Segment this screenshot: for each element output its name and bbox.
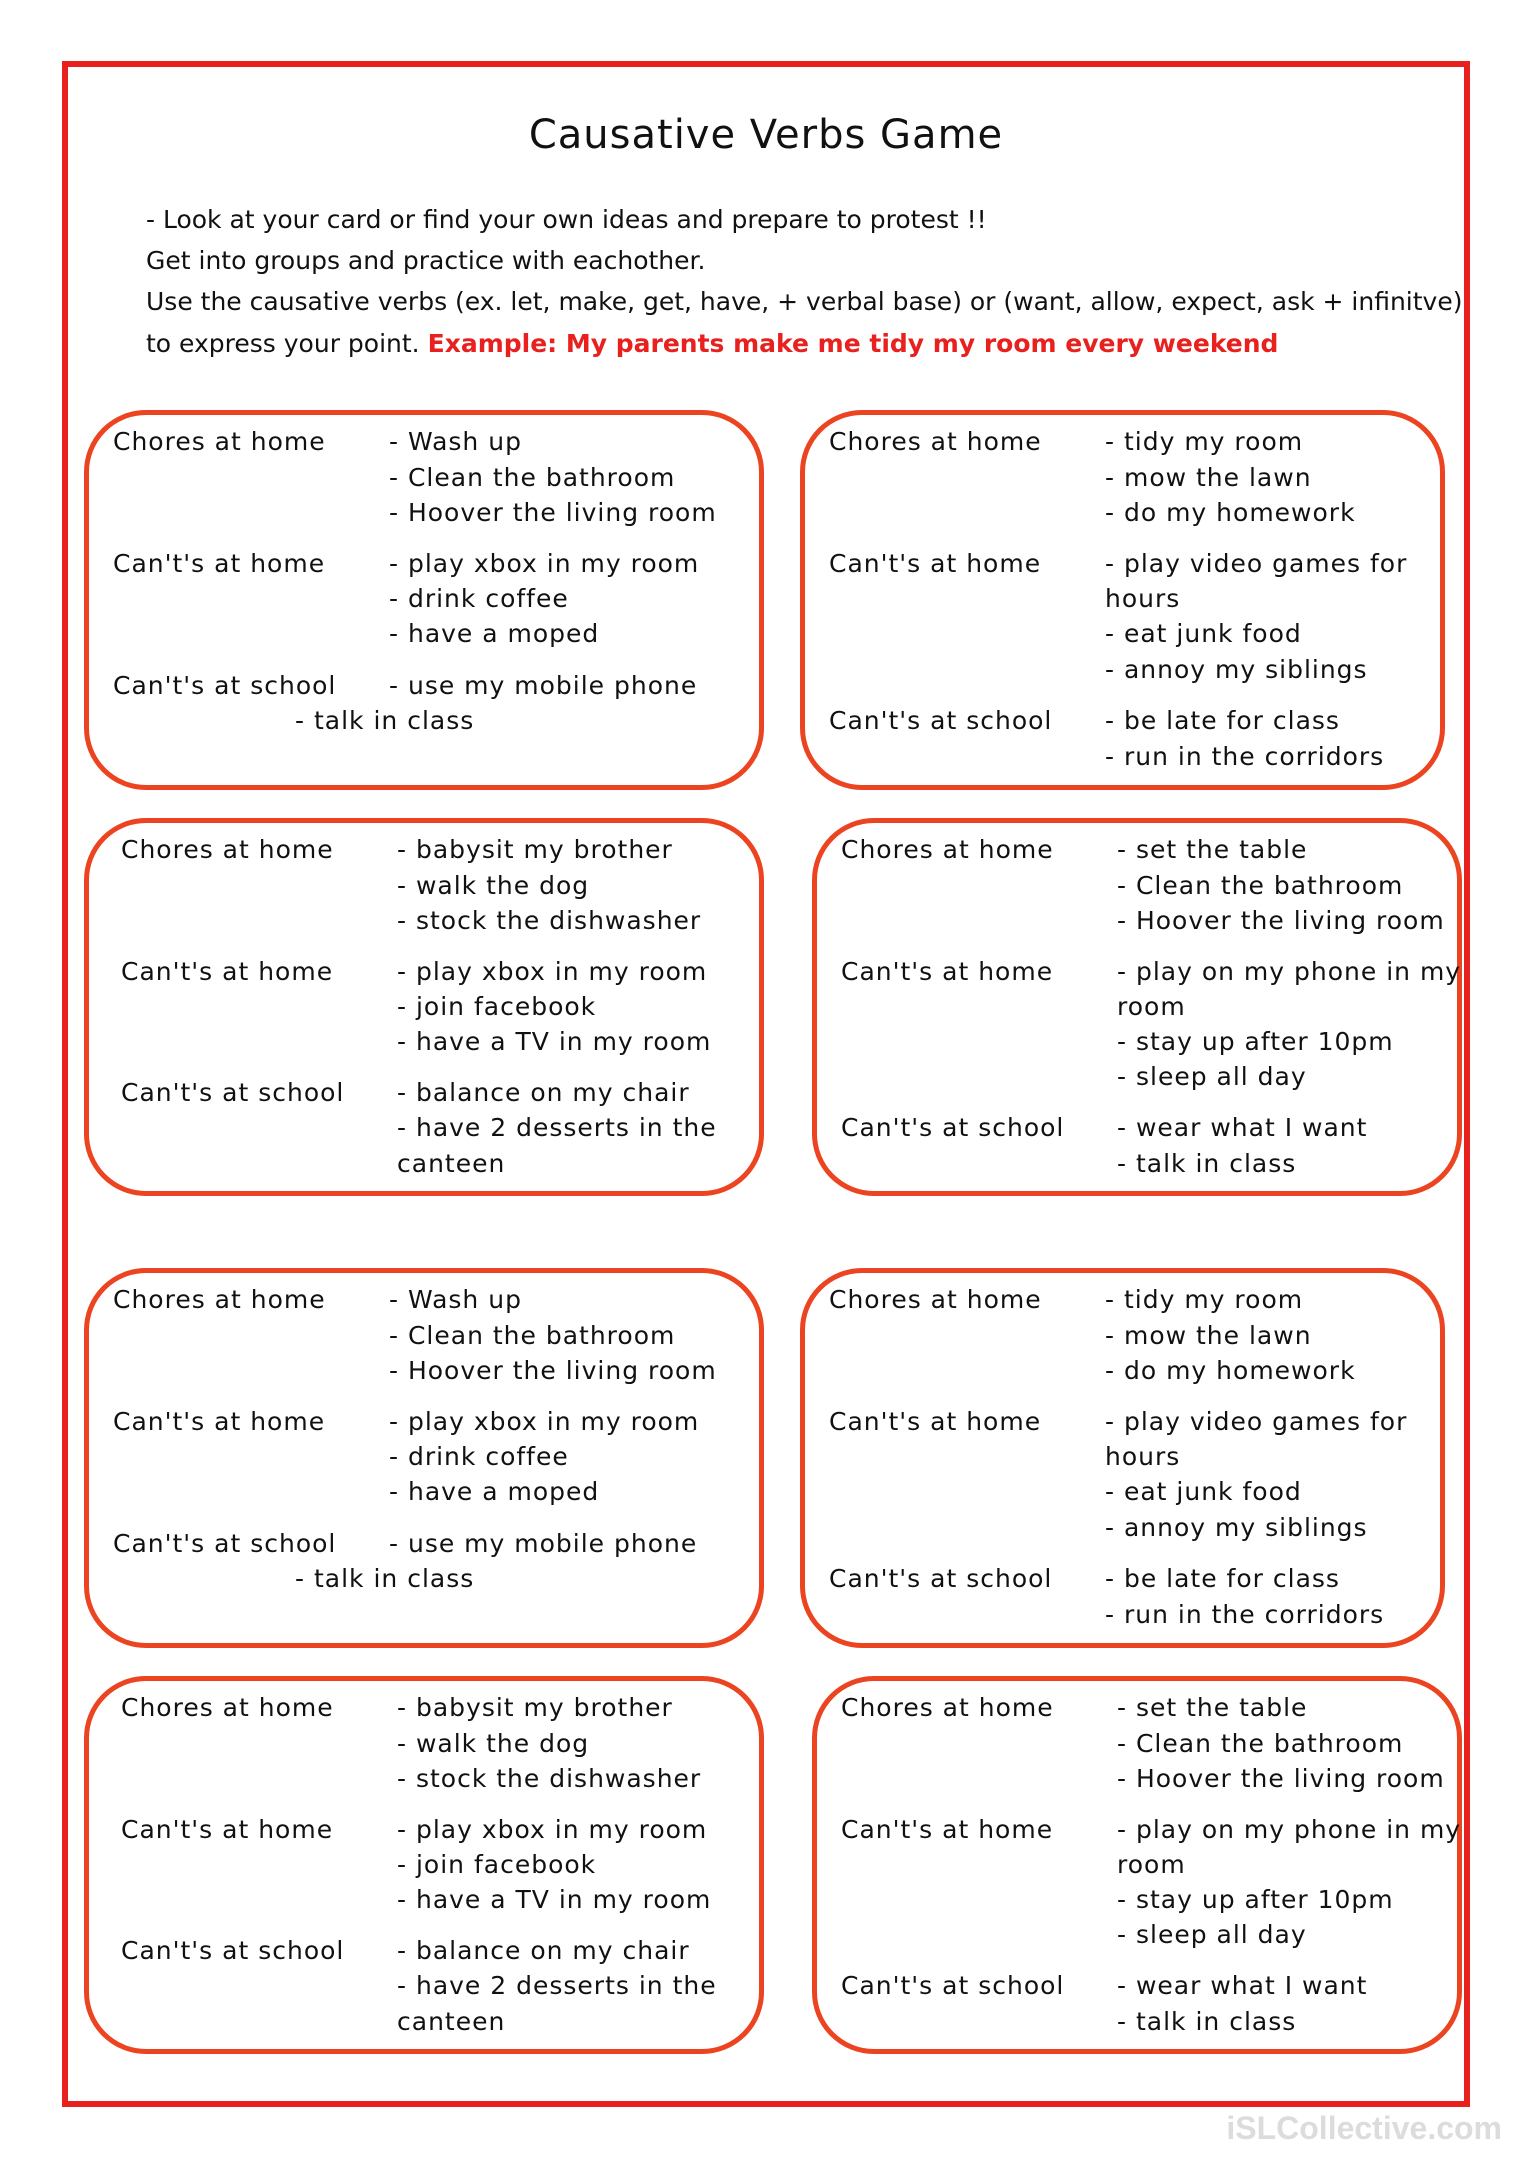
card-item: - join facebook (397, 1850, 597, 1879)
card-item: - play video games for (1105, 549, 1408, 578)
card-item: - annoy my siblings (1105, 1513, 1368, 1542)
card-item: - Clean the bathroom (389, 463, 676, 492)
card-category: Can't's at home (121, 1815, 334, 1844)
card-item: hours (1105, 1442, 1181, 1471)
card-item: - wear what I want (1117, 1971, 1368, 2000)
card-item: - stay up after 10pm (1117, 1885, 1394, 1914)
card-item: - balance on my chair (397, 1936, 690, 1965)
card-item: - do my homework (1105, 1356, 1356, 1385)
card-category: Can't's at school (841, 1113, 1065, 1142)
watermark: iSLCollective.com (1226, 2110, 1502, 2146)
page-title: Causative Verbs Game (528, 112, 1004, 158)
card-category: Chores at home (841, 835, 1054, 864)
card-item: - have 2 desserts in the (397, 1971, 717, 2000)
card-item: - Hoover the living room (389, 1356, 717, 1385)
card-item: canteen (397, 2007, 506, 2036)
card (84, 818, 764, 1196)
card-category: Can't's at home (841, 957, 1054, 986)
card-category: Can't's at school (829, 706, 1053, 735)
card-category: Chores at home (113, 427, 326, 456)
card-item: - stock the dishwasher (397, 1764, 702, 1793)
card-category: Can't's at school (121, 1936, 345, 1965)
card-item: hours (1105, 584, 1181, 613)
card-item: - stay up after 10pm (1117, 1027, 1394, 1056)
card-item: - stock the dishwasher (397, 906, 702, 935)
card-item: - Clean the bathroom (1117, 1729, 1404, 1758)
card (812, 1676, 1462, 2054)
card-item: - use my mobile phone (389, 1529, 698, 1558)
card-item: - babysit my brother (397, 835, 673, 864)
card (800, 1268, 1445, 1648)
card (84, 1268, 764, 1648)
card-item: room (1117, 992, 1186, 1021)
card-item: - drink coffee (389, 1442, 569, 1471)
card-category: Chores at home (121, 1693, 334, 1722)
card (84, 410, 764, 790)
card-item: - talk in class (295, 706, 475, 735)
card (84, 1676, 764, 2054)
card-item: - use my mobile phone (389, 671, 698, 700)
card-item: - play xbox in my room (397, 1815, 708, 1844)
card-item: - Hoover the living room (389, 498, 717, 527)
instruction-line: Use the causative verbs (ex. let, make, get, have, + verbal base) or (want, allow, expect, ask + infinitve) (146, 287, 1463, 316)
card-category: Can't's at school (829, 1564, 1053, 1593)
card-item: - sleep all day (1117, 1920, 1307, 1949)
instruction-text: to express your point. (146, 329, 420, 358)
card-item: - mow the lawn (1105, 1321, 1312, 1350)
card-item: - babysit my brother (397, 1693, 673, 1722)
card-category: Can't's at home (121, 957, 334, 986)
card-category: Can't's at home (113, 1407, 326, 1436)
card-category: Can't's at home (829, 549, 1042, 578)
card-item: - have a moped (389, 1477, 600, 1506)
card-item: - do my homework (1105, 498, 1356, 527)
card-item: - set the table (1117, 835, 1308, 864)
card-item: - eat junk food (1105, 1477, 1302, 1506)
example-sentence: Example: My parents make me tidy my room every weekend (427, 329, 1279, 358)
card-item: - play on my phone in my (1117, 957, 1462, 986)
card-item: canteen (397, 1149, 506, 1178)
card-item: - play xbox in my room (397, 957, 708, 986)
card-category: Chores at home (121, 835, 334, 864)
card-item: - have 2 desserts in the (397, 1113, 717, 1142)
card-item: - have a TV in my room (397, 1027, 712, 1056)
card-item: - talk in class (295, 1564, 475, 1593)
card-category: Chores at home (841, 1693, 1054, 1722)
card-category: Can't's at home (113, 549, 326, 578)
instruction-line: - Look at your card or find your own ideas and prepare to protest !! (146, 205, 987, 234)
card-category: Chores at home (829, 1285, 1042, 1314)
card-item: - run in the corridors (1105, 1600, 1385, 1629)
card-category: Can't's at school (121, 1078, 345, 1107)
card-item: - Wash up (389, 1285, 522, 1314)
card-item: - drink coffee (389, 584, 569, 613)
card-item: - Hoover the living room (1117, 1764, 1445, 1793)
instruction-line (146, 329, 1278, 358)
card-item: - Clean the bathroom (1117, 871, 1404, 900)
card-category: Can't's at school (113, 671, 337, 700)
card-item: - play on my phone in my (1117, 1815, 1462, 1844)
card-category: Can't's at home (841, 1815, 1054, 1844)
card-item: - set the table (1117, 1693, 1308, 1722)
card-category: Chores at home (829, 427, 1042, 456)
card-category: Can't's at school (841, 1971, 1065, 2000)
card-item: - sleep all day (1117, 1062, 1307, 1091)
card-item: - have a moped (389, 619, 600, 648)
card-item: - mow the lawn (1105, 463, 1312, 492)
card-item: - be late for class (1105, 1564, 1340, 1593)
card-item: - have a TV in my room (397, 1885, 712, 1914)
instruction-line: Get into groups and practice with eachother. (146, 246, 706, 275)
card-item: - eat junk food (1105, 619, 1302, 648)
card (800, 410, 1445, 790)
card-category: Chores at home (113, 1285, 326, 1314)
card (812, 818, 1462, 1196)
card-item: - annoy my siblings (1105, 655, 1368, 684)
card-category: Can't's at school (113, 1529, 337, 1558)
card-item: - be late for class (1105, 706, 1340, 735)
card-item: room (1117, 1850, 1186, 1879)
card-item: - talk in class (1117, 2007, 1297, 2036)
card-item: - walk the dog (397, 871, 590, 900)
card-item: - wear what I want (1117, 1113, 1368, 1142)
card-category: Can't's at home (829, 1407, 1042, 1436)
card-item: - play xbox in my room (389, 549, 700, 578)
card-item: - balance on my chair (397, 1078, 690, 1107)
card-item: - tidy my room (1105, 427, 1304, 456)
card-item: - tidy my room (1105, 1285, 1304, 1314)
card-item: - Wash up (389, 427, 522, 456)
card-item: - Clean the bathroom (389, 1321, 676, 1350)
card-item: - join facebook (397, 992, 597, 1021)
card-item: - play video games for (1105, 1407, 1408, 1436)
card-item: - walk the dog (397, 1729, 590, 1758)
card-item: - talk in class (1117, 1149, 1297, 1178)
card-item: - play xbox in my room (389, 1407, 700, 1436)
card-item: - run in the corridors (1105, 742, 1385, 771)
card-item: - Hoover the living room (1117, 906, 1445, 935)
